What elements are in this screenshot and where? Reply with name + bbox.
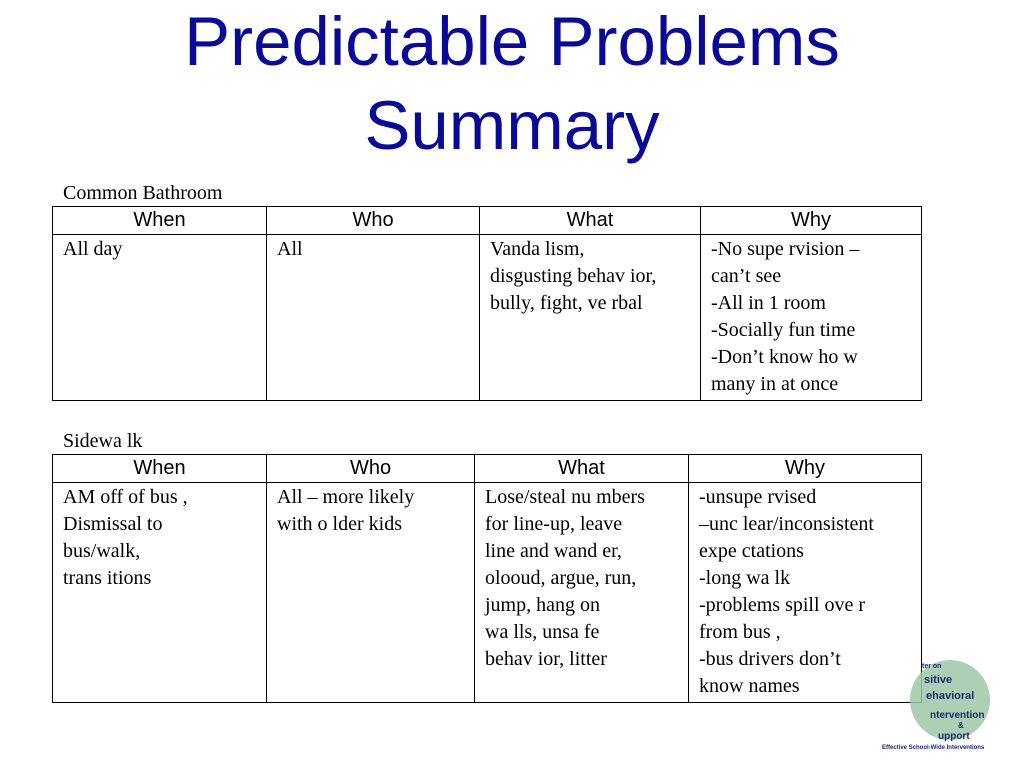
logo-line-3: ehavioral (926, 690, 975, 702)
table-row (53, 235, 922, 401)
header-why: Why (701, 207, 922, 235)
header-when: When (53, 455, 267, 483)
cell-who: All (267, 235, 480, 401)
logo-line-2: sitive (924, 674, 953, 686)
table-row (53, 483, 922, 703)
slide-title (0, 0, 1024, 168)
header-what: What (475, 455, 689, 483)
cell-why: -No supe rvision – can’t see -All in 1 room -Socially fun time -Don’t know ho w many in at once (701, 235, 922, 401)
title-line-1: Predictable Problems (184, 3, 840, 80)
logo-line-5: & (958, 721, 964, 730)
header-who: Who (267, 455, 475, 483)
logo-tagline: Effective School-Wide Interventions (882, 745, 985, 751)
header-when: When (53, 207, 267, 235)
cell-what: Vanda lism, disgusting behav ior, bully, fight, ve rbal (480, 235, 701, 401)
bathroom-table (52, 206, 922, 401)
table-header-row (53, 455, 922, 483)
logo-line-1: ter on (922, 663, 942, 670)
section-label-sidewalk: Sidewa lk (63, 430, 143, 452)
pbis-logo (880, 656, 1020, 756)
cell-what: Lose/steal nu mbers for line-up, leave line and wand er, olooud, argue, run, jump, hang on wa lls, unsa fe behav ior, litter (475, 483, 689, 703)
cell-who: All – more likely with o lder kids (267, 483, 475, 703)
header-why: Why (689, 455, 922, 483)
header-who: Who (267, 207, 480, 235)
table-header-row (53, 207, 922, 235)
sidewalk-table (52, 454, 922, 703)
cell-when: AM off of bus , Dismissal to bus/walk, trans itions (53, 483, 267, 703)
title-line-2: Summary (364, 87, 660, 164)
logo-line-6: upport (938, 731, 970, 742)
header-what: What (480, 207, 701, 235)
cell-when: All day (53, 235, 267, 401)
cell-why: -unsupe rvised –unc lear/inconsistent expe ctations -long wa lk -problems spill ove r from bus , -bus drivers don’t know names (689, 483, 922, 703)
section-label-bathroom: Common Bathroom (63, 182, 223, 204)
logo-line-4: ntervention (930, 710, 985, 721)
